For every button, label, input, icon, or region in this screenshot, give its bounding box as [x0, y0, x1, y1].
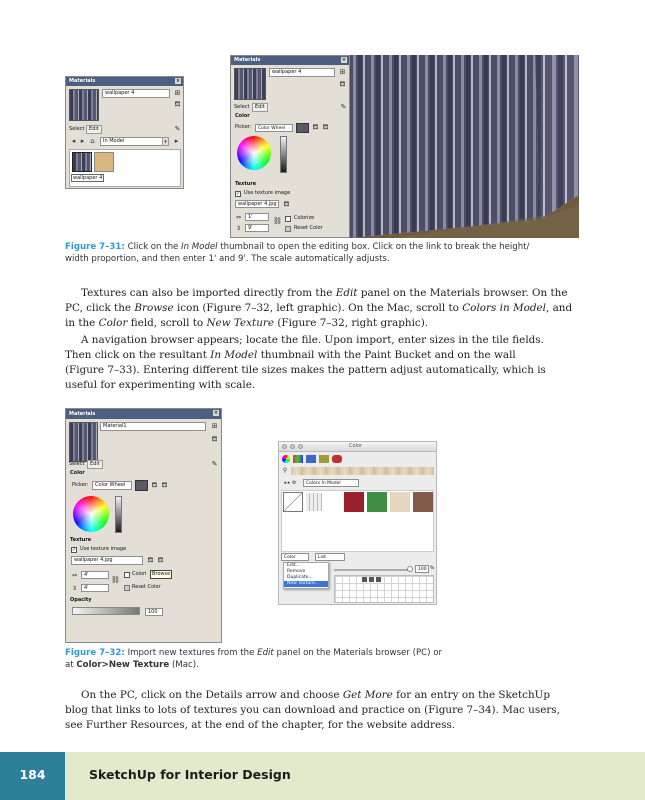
colorize-checkbox[interactable] [285, 216, 291, 222]
picker-dropdown[interactable]: Color Wheel [92, 481, 132, 490]
use-texture-checkbox[interactable]: ✓ [236, 191, 241, 197]
close-icon[interactable] [282, 444, 287, 449]
crayons-tab-icon[interactable] [332, 455, 342, 463]
text: thumbnail with the Paint Bucket and on the wall [260, 349, 516, 361]
magnifier-icon[interactable]: ⚲ [282, 467, 288, 474]
use-texture-checkbox[interactable]: ✓ [72, 547, 77, 553]
width-arrows-icon: ⇔ [235, 214, 242, 221]
paint-bucket-icon[interactable]: ⛾ [211, 435, 218, 443]
text: useful for experimenting with scale. [65, 379, 256, 391]
picker-dropdown[interactable]: Color Wheel [255, 124, 293, 132]
panel-titlebar [66, 409, 221, 419]
paint-bucket-icon[interactable]: ⛾ [174, 100, 181, 108]
opacity-field[interactable]: 100 [145, 608, 163, 616]
sample-paint-icon[interactable]: ✎ [211, 460, 218, 468]
texture-section-label: Texture [235, 181, 257, 187]
height-arrows-icon: ⇕ [235, 225, 242, 232]
opacity-label: Opacity [70, 597, 92, 603]
percent-label: % [430, 566, 435, 571]
paragraph-1 [65, 286, 585, 331]
reset-color-button[interactable]: Reset Color [294, 225, 323, 231]
sample-paint-icon[interactable]: ✎ [340, 103, 347, 111]
caption-text: thumbnail to open the editing box. Click on the link to break the height/ [220, 242, 530, 252]
match-color-icon[interactable]: ⛾ [312, 123, 319, 131]
opacity-slider[interactable] [334, 569, 412, 571]
browse-icon[interactable]: ⛾ [147, 556, 154, 564]
swatch-grid[interactable] [334, 575, 434, 603]
panel-titlebar [66, 77, 183, 86]
mac-titlebar [279, 442, 436, 452]
text: in the [65, 317, 96, 329]
text: On the PC, click on the Details arrow and choose [81, 689, 340, 701]
color-section-label: Color [70, 470, 85, 476]
chevron-down-icon[interactable]: ▾ [162, 137, 169, 146]
match-screen-icon[interactable]: ⛾ [161, 481, 168, 489]
use-texture-label: Use texture image [80, 546, 127, 552]
running-footer-title: SketchUp for Interior Design [65, 752, 645, 800]
figure-label: Figure 7–31: [65, 242, 125, 252]
brightness-slider[interactable] [115, 496, 122, 533]
caption-text: width proportion, and then enter 1' and 9'. The scale automatically adjusts. [65, 254, 390, 264]
text-italic: New Texture [206, 317, 275, 329]
caption-text: at [65, 660, 74, 670]
text: for an entry on the SketchUp [396, 689, 551, 701]
menu-item-remove[interactable]: Remove [287, 569, 306, 574]
home-icon[interactable]: ⌂ [90, 137, 95, 145]
create-material-icon[interactable]: ⊞ [174, 89, 181, 97]
text-italic: Colors in Model [462, 302, 546, 314]
figure-7-31-caption [65, 241, 585, 265]
text: Then click on the resultant [65, 349, 207, 361]
match-screen-icon[interactable]: ⛾ [322, 123, 329, 131]
create-material-icon[interactable]: ⊞ [339, 68, 346, 76]
close-icon[interactable]: × [175, 78, 181, 84]
text: see Further Resources, at the end of the chapter, for the website address. [65, 719, 456, 731]
link-proportion-icon[interactable]: ⛓ [273, 217, 282, 225]
materials-panel-in-model [65, 76, 184, 189]
in-model-thumbnail[interactable] [72, 152, 92, 172]
caption-text: Import new textures from the [127, 648, 255, 658]
panel-title: Materials [234, 57, 261, 63]
text: icon (Figure 7–32, left graphic). On the Mac, scroll to [176, 302, 459, 314]
material-thumbnail[interactable] [94, 152, 114, 172]
color-section-label: Color [235, 113, 250, 119]
close-icon[interactable]: × [341, 57, 347, 63]
current-color-swatch [135, 480, 148, 491]
swatch-default[interactable] [283, 492, 303, 512]
tab-edit[interactable]: Edit [87, 460, 103, 469]
caption-text: panel on the Materials browser (PC) or [276, 648, 443, 658]
page-number: 184 [0, 752, 65, 800]
text: Textures can also be imported directly from the [81, 287, 333, 299]
menu-item-edit[interactable]: Edit... [287, 563, 301, 568]
texture-width-field[interactable]: 1' [245, 213, 269, 221]
swatch-green[interactable] [367, 492, 387, 512]
opacity-slider-knob[interactable] [407, 566, 413, 572]
color-swatches-area [281, 490, 434, 552]
material-name-field[interactable]: wallpaper 4 [269, 68, 335, 77]
texture-file-field[interactable]: wallpaper 4.jpg [235, 200, 279, 208]
paint-icon[interactable]: ⛾ [157, 556, 164, 564]
brightness-slider[interactable] [280, 136, 287, 173]
tab-edit[interactable]: Edit [252, 103, 268, 112]
current-color-swatch [296, 123, 309, 133]
figure-7-32-caption [65, 647, 585, 671]
reset-color-button[interactable]: Reset Color [132, 584, 161, 590]
material-preview-swatch [234, 68, 266, 100]
tab-edit[interactable]: Edit [86, 125, 102, 134]
caption-italic: Edit [257, 648, 274, 658]
texture-file-field[interactable]: wallpaper 4.jpg [71, 556, 143, 565]
texture-section-label: Texture [70, 537, 92, 543]
paragraph-3 [65, 688, 585, 733]
color-wheel[interactable] [237, 136, 271, 170]
picker-label: Picker: [235, 124, 252, 130]
material-preview-swatch [69, 422, 98, 462]
image-tab-icon[interactable] [319, 455, 329, 463]
swatch-brown[interactable] [413, 492, 433, 512]
create-material-icon[interactable]: ⊞ [211, 422, 218, 430]
text: (Figure 7–32, right graphic). [277, 317, 429, 329]
text: PC, click the [65, 302, 132, 314]
material-name-field[interactable]: wallpaper 4 [102, 89, 170, 98]
height-arrows-icon: ⇕ [71, 585, 78, 592]
forward-arrow-icon[interactable]: ▸ [80, 137, 85, 145]
caption-bold: Color>New Texture [76, 660, 170, 670]
color-menu-button[interactable]: Color [281, 553, 309, 561]
sample-paint-icon[interactable]: ✎ [174, 125, 181, 133]
mac-color-panel [278, 441, 437, 605]
material-thumbnails [69, 149, 181, 187]
close-icon[interactable]: × [213, 410, 219, 416]
panel-title: Materials [69, 78, 96, 84]
opacity-field[interactable]: 100 [415, 565, 429, 573]
tab-select[interactable]: Select [69, 461, 85, 467]
menu-item-new-texture[interactable]: New Texture... [284, 581, 328, 587]
texture-height-field[interactable]: 4' [81, 584, 109, 592]
swatch-red[interactable] [344, 492, 364, 512]
minimize-icon[interactable] [290, 444, 295, 449]
color-wheel[interactable] [73, 496, 109, 532]
paint-bucket-icon[interactable]: ⛾ [339, 80, 346, 88]
text: field, scroll to [130, 317, 204, 329]
color-wheel-tab-icon[interactable] [282, 455, 290, 463]
reset-color-swatch [124, 585, 130, 591]
texture-height-field[interactable]: 9' [245, 224, 269, 232]
palettes-tab-icon[interactable] [306, 455, 316, 463]
colorize-label: Colori [132, 571, 147, 577]
use-texture-label: Use texture image [244, 190, 291, 196]
text: panel on the Materials browser. On the [360, 287, 568, 299]
room-render [350, 55, 579, 238]
recent-swatches[interactable] [362, 577, 382, 582]
thumbnail-tooltip: wallpaper 4 [73, 175, 103, 181]
text-italic: Get More [342, 689, 393, 701]
match-color-icon[interactable]: ⛾ [151, 481, 158, 489]
nav-arrows-icon[interactable]: ◂ ▸ ⚙ [283, 480, 297, 486]
back-arrow-icon[interactable]: ◂ [71, 137, 76, 145]
text-italic: Edit [335, 287, 358, 299]
opacity-slider[interactable] [72, 607, 140, 615]
width-arrows-icon: ⇔ [71, 572, 78, 579]
caption-text: Click on the [127, 242, 179, 252]
text: , and [545, 302, 573, 314]
material-name-field[interactable]: Material1 [100, 422, 206, 431]
paragraph-2 [65, 333, 585, 393]
caption-italic: In Model [181, 242, 218, 252]
mac-panel-title: Color [349, 443, 363, 449]
colorize-checkbox[interactable] [124, 572, 130, 578]
link-proportion-icon[interactable]: ⛓ [111, 576, 120, 584]
caption-text: (Mac). [171, 660, 199, 670]
text: A navigation browser appears; locate the file. Upon import, enter sizes in the tile fields. [81, 334, 544, 346]
panel-title: Materials [69, 411, 96, 417]
text-italic: Color [98, 317, 128, 329]
swatch-pattern[interactable] [306, 493, 322, 511]
text: blog that links to lots of textures you can download and practice on (Figure 7–34). Mac users, [65, 704, 560, 716]
text-italic: In Model [210, 349, 258, 361]
panel-titlebar [231, 56, 349, 65]
browse-tooltip: Browse [152, 571, 171, 577]
materials-panel-edit [230, 55, 350, 238]
texture-color-bar[interactable] [291, 467, 434, 475]
list-menu-button[interactable]: List [315, 553, 345, 561]
texture-width-field[interactable]: 4' [81, 571, 109, 579]
text-italic: Browse [134, 302, 174, 314]
sliders-tab-icon[interactable] [293, 455, 303, 463]
collection-dropdown[interactable]: In Model [100, 137, 168, 146]
color-dropdown-menu [283, 562, 329, 589]
tab-select[interactable]: Select [69, 126, 85, 132]
swatch-beige[interactable] [390, 492, 410, 512]
text: (Figure 7–33). Entering different tile sizes makes the pattern adjust automatically, which is [65, 364, 546, 376]
details-arrow-icon[interactable]: ▸ [174, 137, 179, 145]
materials-panel-pc [65, 408, 222, 643]
browse-icon[interactable]: ⛾ [283, 200, 290, 208]
zoom-icon[interactable] [298, 444, 303, 449]
material-preview-swatch [69, 89, 99, 121]
reset-color-swatch [285, 226, 291, 232]
colorize-label: Colorize [294, 215, 315, 221]
colors-dropdown[interactable]: Colors In Model [303, 479, 359, 487]
tab-select[interactable]: Select [234, 104, 250, 110]
picker-label: Picker: [72, 482, 89, 488]
menu-item-duplicate[interactable]: Duplicate... [287, 575, 313, 580]
figure-label: Figure 7–32: [65, 648, 125, 658]
